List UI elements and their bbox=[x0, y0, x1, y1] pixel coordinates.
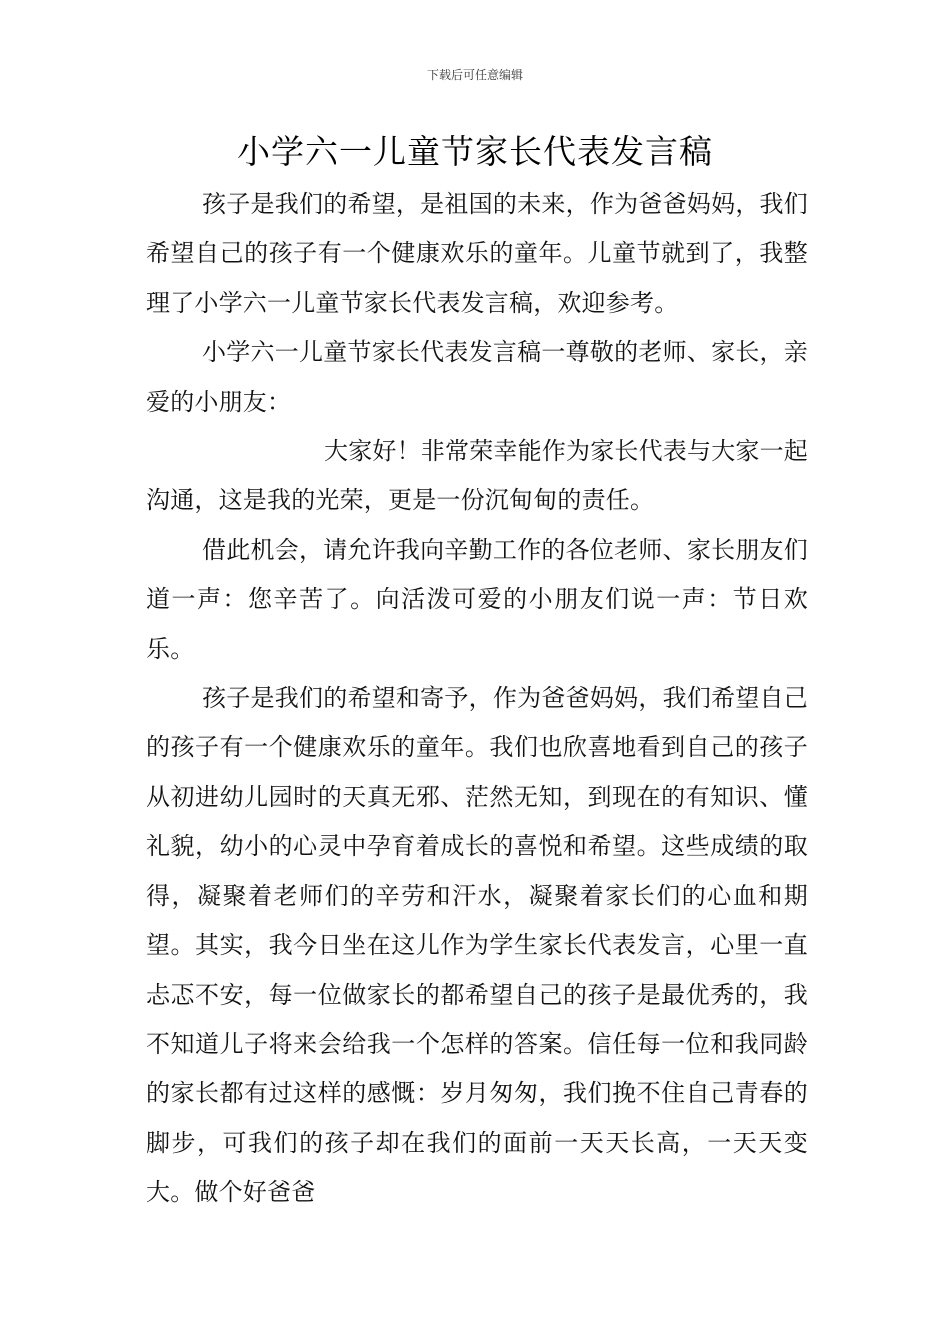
paragraph-main: 孩子是我们的希望和寄予，作为爸爸妈妈，我们希望自己的孩子有一个健康欢乐的童年。我们也欣喜地看到自己的孩子从初进幼儿园时的天真无邪、茫然无知，到现在的有知识、懂礼貌，幼小的心灵中孕育着成长的喜悦和希望。这些成绩的取得，凝聚着老师们的辛劳和汗水，凝聚着家长们的心血和期望。其实，我今日坐在这儿作为学生家长代表发言，心里一直忐忑不安，每一位做家长的都希望自己的孩子是最优秀的，我不知道儿子将来会给我一个怎样的答案。信任每一位和我同龄的家长都有过这样的感慨：岁月匆匆，我们挽不住自己青春的脚步，可我们的孩子却在我们的面前一天天长高，一天天变大。做个好爸爸 bbox=[146, 684, 808, 1207]
paragraph-greeting: 大家好！非常荣幸能作为家长代表与大家一起沟通，这是我的光荣，更是一份沉甸甸的责任。 bbox=[146, 437, 808, 515]
page-header-note: 下载后可任意编辑 bbox=[426, 68, 523, 82]
document-title: 小学六一儿童节家长代表发言稿 bbox=[237, 132, 713, 171]
document-body bbox=[146, 180, 808, 1218]
paragraph-salutation: 小学六一儿童节家长代表发言稿一尊敬的老师、家长，亲爱的小朋友： bbox=[146, 338, 808, 416]
paragraph-intro: 孩子是我们的希望，是祖国的未来，作为爸爸妈妈，我们希望自己的孩子有一个健康欢乐的童年。儿童节就到了，我整理了小学六一儿童节家长代表发言稿，欢迎参考。 bbox=[146, 190, 808, 317]
paragraph-thanks: 借此机会，请允许我向辛勤工作的各位老师、家长朋友们道一声：您辛苦了。向活泼可爱的小朋友们说一声：节日欢乐。 bbox=[146, 535, 808, 663]
